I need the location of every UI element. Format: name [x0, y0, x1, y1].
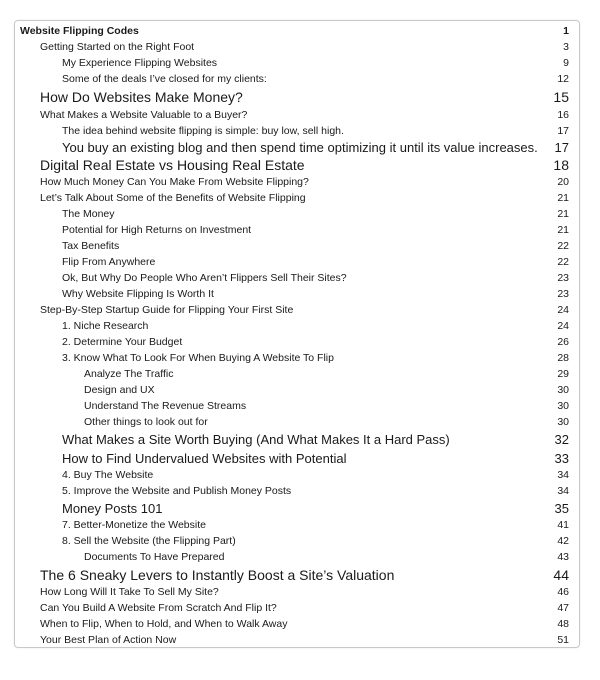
toc-entry-title: What Makes a Site Worth Buying (And What Makes It a Hard Pass) — [62, 431, 450, 447]
toc-entry-title: Your Best Plan of Action Now — [40, 634, 177, 646]
toc-entry[interactable] — [15, 55, 579, 71]
toc-entry[interactable] — [15, 382, 579, 398]
toc-entry-title: Ok, But Why Do People Who Aren’t Flippers Sell Their Sites? — [62, 272, 347, 284]
toc-entry[interactable] — [15, 87, 579, 107]
toc-entry-page: 24 — [557, 304, 569, 316]
toc-entry-page: 17 — [554, 139, 569, 155]
toc-entry[interactable] — [15, 414, 579, 430]
toc-entry-page: 30 — [557, 416, 569, 428]
toc-entry[interactable] — [15, 302, 579, 318]
toc-entry-title: Flip From Anywhere — [62, 256, 156, 268]
toc-entry[interactable] — [15, 286, 579, 302]
toc-entry-title: 8. Sell the Website (the Flipping Part) — [62, 535, 236, 547]
toc-entry[interactable] — [15, 616, 579, 632]
toc-entry-page: 21 — [557, 192, 569, 204]
toc-entry-title: When to Flip, When to Hold, and When to Walk Away — [40, 618, 288, 630]
toc-entry[interactable] — [15, 584, 579, 600]
toc-entry[interactable] — [15, 498, 579, 518]
toc-entry-title: 5. Improve the Website and Publish Money Posts — [62, 485, 292, 497]
toc-entry-page: 48 — [557, 618, 569, 630]
toc-entry-title: Design and UX — [84, 384, 155, 396]
toc-entry-title: What Makes a Website Valuable to a Buyer? — [40, 109, 248, 121]
toc-entry[interactable] — [15, 318, 579, 334]
toc-entry-page: 23 — [557, 288, 569, 300]
toc-entry[interactable] — [15, 565, 579, 585]
toc-entry-page: 46 — [557, 586, 569, 598]
toc-entry[interactable] — [15, 155, 579, 175]
toc-entry-page: 47 — [557, 602, 569, 614]
toc-entry-page: 3 — [563, 41, 569, 53]
toc-entry-page: 28 — [557, 352, 569, 364]
toc-entry[interactable] — [15, 222, 579, 238]
toc-entry-title: Digital Real Estate vs Housing Real Estate — [40, 157, 305, 173]
toc-entry[interactable] — [15, 600, 579, 616]
toc-entry-page: 32 — [554, 431, 569, 447]
toc-entry-page: 34 — [557, 469, 569, 481]
toc-entry-page: 33 — [554, 450, 569, 466]
toc-entry-page: 42 — [557, 535, 569, 547]
toc-entry[interactable] — [15, 467, 579, 483]
toc-entry-title: Analyze The Traffic — [84, 368, 174, 380]
toc-entry-page: 30 — [557, 400, 569, 412]
toc-entry-title: Money Posts 101 — [62, 500, 163, 516]
toc-entry-page: 20 — [557, 176, 569, 188]
toc-entry[interactable] — [15, 107, 579, 123]
toc-entry-page: 30 — [557, 384, 569, 396]
toc-entry-title: Understand The Revenue Streams — [84, 400, 247, 412]
toc-entry-page: 35 — [554, 500, 569, 516]
toc-entry-page: 15 — [553, 89, 569, 105]
toc-entry-title: Tax Benefits — [62, 240, 120, 252]
toc-entry-page: 12 — [557, 73, 569, 85]
toc-entry-page: 21 — [557, 208, 569, 220]
table-of-contents — [14, 20, 580, 648]
toc-entry[interactable] — [15, 206, 579, 222]
toc-entry[interactable] — [15, 238, 579, 254]
toc-entry-title: Some of the deals I’ve closed for my clients: — [62, 73, 267, 85]
toc-entry-page: 26 — [557, 336, 569, 348]
toc-entry[interactable] — [15, 429, 579, 449]
toc-entry[interactable] — [15, 334, 579, 350]
toc-entry-title: Let’s Talk About Some of the Benefits of Website Flipping — [40, 192, 306, 204]
toc-entry-page: 18 — [553, 157, 569, 173]
toc-entry-title: The Money — [62, 208, 115, 220]
toc-entry[interactable] — [15, 174, 579, 190]
toc-entry[interactable] — [15, 483, 579, 499]
toc-entry-page: 21 — [557, 224, 569, 236]
toc-entry[interactable] — [15, 632, 579, 648]
toc-entry[interactable] — [15, 533, 579, 549]
toc-entry-page: 24 — [557, 320, 569, 332]
toc-entry-page: 1 — [563, 25, 569, 37]
toc-entry-page: 43 — [557, 551, 569, 563]
toc-entry-page: 22 — [557, 240, 569, 252]
toc-entry[interactable] — [15, 39, 579, 55]
toc-entry[interactable] — [15, 190, 579, 206]
toc-entry[interactable] — [15, 71, 579, 87]
toc-entry[interactable] — [15, 448, 579, 468]
toc-entry-title: Website Flipping Codes — [20, 25, 139, 37]
toc-entry-page: 29 — [557, 368, 569, 380]
toc-entry-title: How Do Websites Make Money? — [40, 89, 243, 105]
toc-entry[interactable] — [15, 270, 579, 286]
toc-entry-title: 4. Buy The Website — [62, 469, 154, 481]
toc-entry[interactable] — [15, 350, 579, 366]
toc-entry-title: Getting Started on the Right Foot — [40, 41, 195, 53]
toc-entry[interactable] — [15, 366, 579, 382]
toc-entry-page: 23 — [557, 272, 569, 284]
toc-entry-page: 22 — [557, 256, 569, 268]
toc-entry-page: 9 — [563, 57, 569, 69]
toc-entry-title: Can You Build A Website From Scratch And Flip It? — [40, 602, 277, 614]
toc-entry-title: Step-By-Step Startup Guide for Flipping Your First Site — [40, 304, 294, 316]
toc-entry-page: 17 — [557, 125, 569, 137]
toc-entry-title: How to Find Undervalued Websites with Potential — [62, 450, 347, 466]
toc-entry-page: 51 — [557, 634, 569, 646]
toc-entry[interactable] — [15, 23, 579, 39]
toc-entry-title: The 6 Sneaky Levers to Instantly Boost a Site’s Valuation — [40, 567, 395, 583]
toc-entry[interactable] — [15, 549, 579, 565]
toc-entry-title: 7. Better-Monetize the Website — [62, 519, 206, 531]
toc-entry[interactable] — [15, 398, 579, 414]
toc-entry-page: 34 — [557, 485, 569, 497]
toc-entry-title: Potential for High Returns on Investment — [62, 224, 252, 236]
toc-entry-title: You buy an existing blog and then spend time optimizing it until its value increases. — [62, 139, 538, 155]
toc-entry-title: Other things to look out for — [84, 416, 208, 428]
toc-entry-title: My Experience Flipping Websites — [62, 57, 218, 69]
toc-entry-title: Documents To Have Prepared — [84, 551, 225, 563]
toc-entry-title: 2. Determine Your Budget — [62, 336, 183, 348]
toc-entry-title: How Much Money Can You Make From Website Flipping? — [40, 176, 309, 188]
toc-entry-page: 41 — [557, 519, 569, 531]
toc-entry[interactable] — [15, 137, 579, 157]
toc-entry[interactable] — [15, 254, 579, 270]
toc-entry-page: 44 — [553, 567, 569, 583]
toc-entry-title: The idea behind website flipping is simple: buy low, sell high. — [62, 125, 344, 137]
toc-entry-title: 1. Niche Research — [62, 320, 149, 332]
toc-entry-title: How Long Will It Take To Sell My Site? — [40, 586, 219, 598]
toc-entry[interactable] — [15, 517, 579, 533]
toc-entry-title: 3. Know What To Look For When Buying A Website To Flip — [62, 352, 334, 364]
toc-entry-page: 16 — [557, 109, 569, 121]
toc-entry-title: Why Website Flipping Is Worth It — [62, 288, 214, 300]
